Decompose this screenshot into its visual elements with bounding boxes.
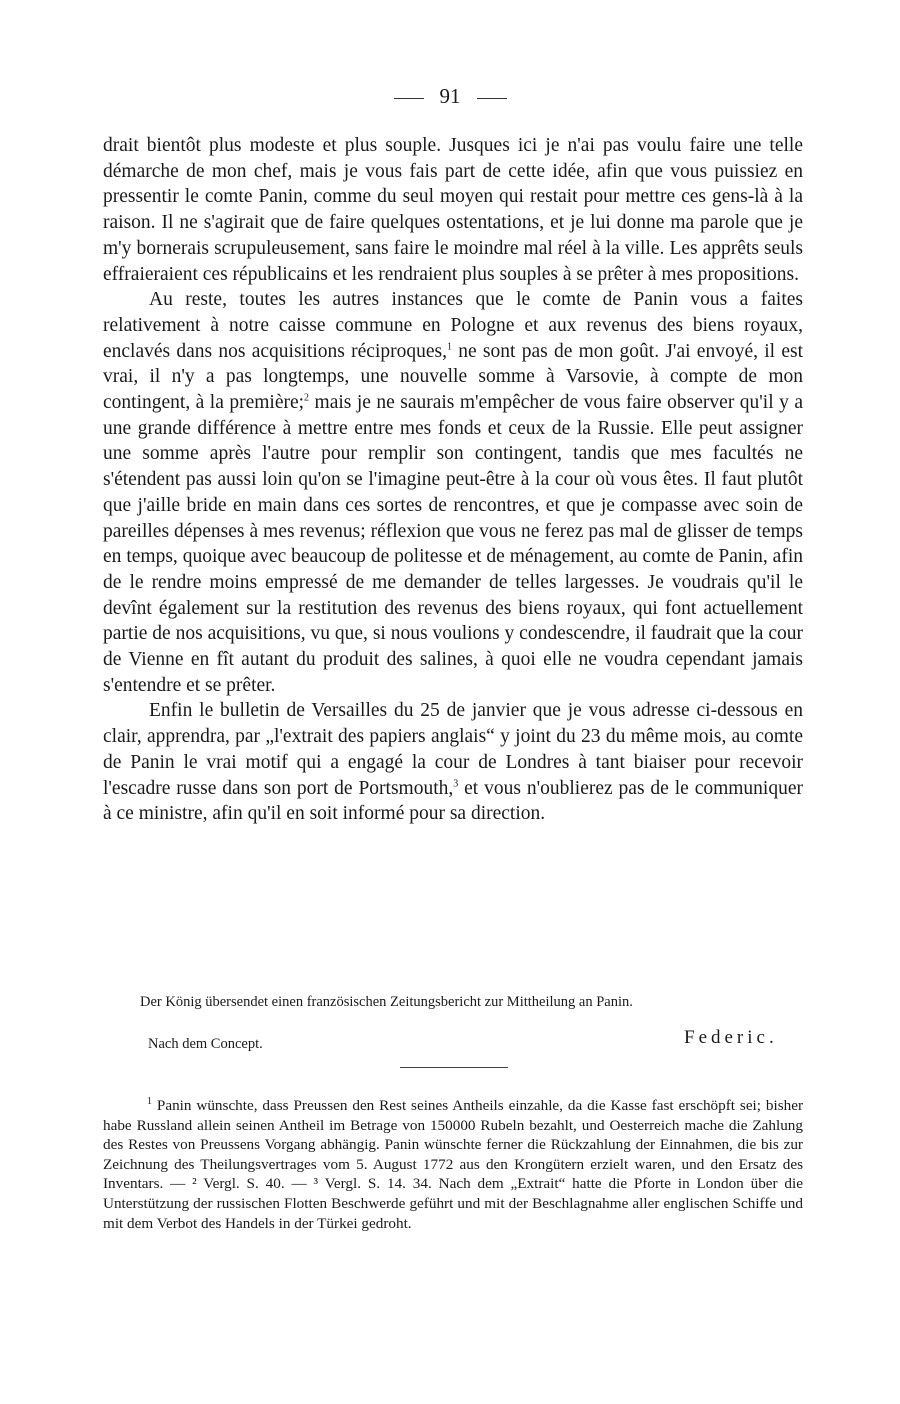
editorial-summary: Der König übersendet einen französischen Zeitungsbericht zur Mittheilung an Panin. [140,994,633,1010]
header-dash-left [394,98,424,99]
main-text [103,133,803,827]
footnote-separator [400,1067,508,1068]
source-note: Nach dem Concept. [148,1036,263,1052]
footnotes [103,1096,803,1233]
footnote-ref-3: 3 [453,778,459,790]
paragraph-2-text-2: ne sont pas de mon goût. J'ai envoyé, il est vrai, il n'y a pas longtemps, une nouvelle somme à Varsovie, à compte de mon contingent, à la première; [103,340,803,414]
header-dash-right [477,98,507,99]
paragraph-2-text-1: Au reste, toutes les autres instances que le comte de Panin vous a faites relativement à notre caisse commune en Pologne et aux revenus des biens royaux, enclavés dans nos acquisitions réciproques, [103,289,803,362]
paragraph-1 [103,133,803,287]
paragraph-2-text-3: mais je ne saurais m'empêcher de vous faire observer qu'il y a une grande différence à mettre entre mes fonds et ceux de la Russie. Elle peut assigner une somme après l'autre pour remplir son contingent, tandis que mes facultés ne s'étendent pas aussi loin qu'on se l'imagine peut-être à la cour où vous êtes. Il faut plutôt que j'aille bride en main dans ces sortes de rencontres, et que je compasse avec soin de pareilles dépenses à mes revenus; réflexion que vous ne ferez pas mal de glisser de temps en temps, quoique avec beaucoup de politesse et de ménagement, au comte de Panin, afin de le rendre moins empressé de me demander de telles largesses. Je voudrais qu'il le devînt également sur la restitution des revenus des biens royaux, qui font actuellement partie de nos acquisitions, vu que, si nous voulions y condescendre, il faudrait que la cour de Vienne en fît autant du produit des salines, à quoi elle ne voudra cependant jamais s'entendre et se prêter. [103,392,803,696]
paragraph-3-text-2: et vous n'oublierez pas de le communiquer à ce ministre, afin qu'il en soit informé pour sa direction. [103,777,803,825]
footnote-marker-1: 1 [147,1095,152,1107]
paragraph-1-text: drait bientôt plus modeste et plus souple. Jusques ici je n'ai pas voulu faire une telle démarche de mon chef, mais je vous fais part de cette idée, afin que vous puissiez en pressentir le comte Panin, comme du seul moyen qui restait pour mettre ces gens-là à la raison. Il ne s'agirait que de faire quelques ostentations, et je lui donne ma parole que je m'y bornerais scrupuleusement, sans faire le moindre mal réel à la ville. Les apprêts seuls effraieraient ces républicains et les rendraient plus souples à se prêter à mes propositions. [103,135,803,285]
signature: Federic. [684,1027,778,1048]
page-number-header [0,84,900,109]
footnote-text: Panin wünschte, dass Preussen den Rest seines Antheils einzahle, da die Kasse fast erschöpft sei; bisher habe Russland allein seinen Antheil im Betrage von 150000 Rubeln bezahlt, und Oesterreich mache die Zahlung des Restes von Preussens Vorgang abhängig. Panin wünschte ferner die Rückzahlung der Einnahmen, die bis zur Zeichnung des Theilungsvertrages vom 5. August 1772 aus den Krongütern erzielt waren, und den Ersatz des Inventars. — ² Vergl. S. 40. — ³ Vergl. S. 14. 34. Nach dem „Extrait“ hatte die Pforte in London über die Unterstützung der russischen Flotten Beschwerde geführt und mit der Beschlagnahme aller englischen Schiffe und mit dem Verbot des Handels in der Türkei gedroht. [103,1097,803,1232]
footnote-ref-2: 2 [304,392,310,404]
footnote-1 [103,1096,803,1233]
paragraph-3-text-1: Enfin le bulletin de Versailles du 25 de janvier que je vous adresse ci-dessous en clair, apprendra, par „l'extrait des papiers anglais“ y joint du 23 du même mois, au comte de Panin le vrai motif qui a engagé la cour de Londres à tant biaiser pour recevoir l'escadre russe dans son port de Portsmouth, [103,700,803,799]
paragraph-2 [103,287,803,698]
page-number: 91 [439,84,461,108]
paragraph-3 [103,698,803,827]
footnote-ref-1: 1 [447,341,452,353]
